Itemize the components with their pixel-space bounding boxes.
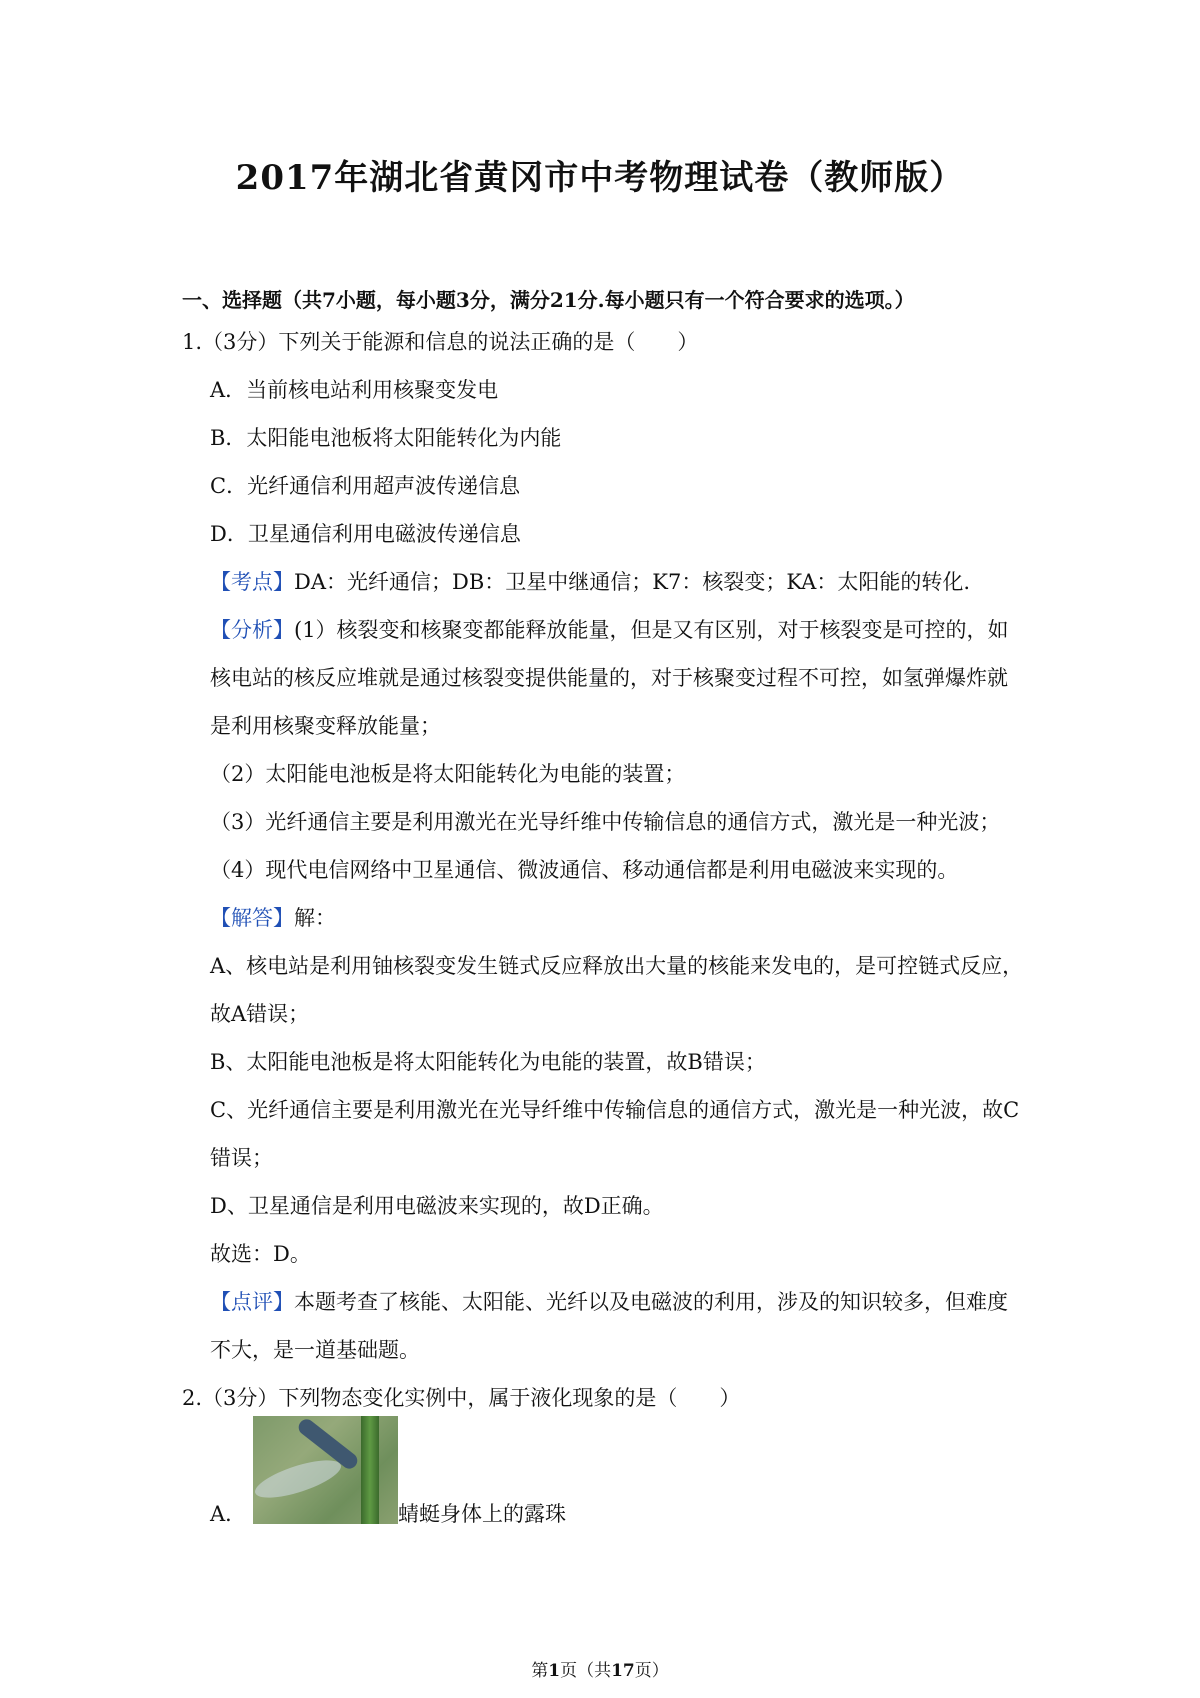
- q2-option-a-text: 蜻蜓身体上的露珠: [398, 1502, 566, 1526]
- q1-option-a: A．当前核电站利用核聚变发电: [210, 378, 499, 402]
- jieda-line: 错误；: [210, 1146, 273, 1170]
- section-heading: 一、选择题（共7小题，每小题3分，满分21分.每小题只有一个符合要求的选项。）: [182, 288, 915, 312]
- q2-stem: 2.（3分）下列物态变化实例中，属于液化现象的是（ ）: [182, 1386, 741, 1410]
- q2-option-a-letter: A．: [210, 1502, 247, 1526]
- footer-prefix: 第: [531, 1661, 549, 1681]
- q1-dianping: [210, 1290, 1008, 1315]
- q1-fenxi: [210, 618, 1009, 643]
- page-footer: [0, 1656, 1200, 1681]
- fenxi-tag: 【分析】: [210, 618, 294, 642]
- q1-option-d: D．卫星通信利用电磁波传递信息: [210, 522, 521, 546]
- jieda-line: A、核电站是利用铀核裂变发生链式反应释放出大量的核能来发电的，是可控链式反应，: [210, 954, 1024, 978]
- kaodian-tag: 【考点】: [210, 570, 294, 594]
- jieda-text: 解：: [294, 906, 336, 930]
- jieda-line: B、太阳能电池板是将太阳能转化为电能的装置，故B错误；: [210, 1050, 766, 1074]
- dianping-tag: 【点评】: [210, 1290, 294, 1314]
- fenxi-line: （3）光纤通信主要是利用激光在光导纤维中传输信息的通信方式，激光是一种光波；: [210, 810, 1001, 834]
- jieda-line: 故选：D。: [210, 1242, 311, 1266]
- wing-shape: [253, 1453, 345, 1506]
- footer-middle: 页（共: [560, 1661, 612, 1681]
- page-title: 2017年湖北省黄冈市中考物理试卷（教师版）: [235, 158, 965, 198]
- footer-total-pages: 17: [611, 1661, 635, 1681]
- dianping-line: 不大，是一道基础题。: [210, 1338, 420, 1362]
- q1-option-c: C．光纤通信利用超声波传递信息: [210, 474, 521, 498]
- jieda-tag: 【解答】: [210, 906, 294, 930]
- q1-kaodian: [210, 570, 970, 595]
- fenxi-line: （4）现代电信网络中卫星通信、微波通信、移动通信都是利用电磁波来实现的。: [210, 858, 959, 882]
- fenxi-line: 是利用核聚变释放能量；: [210, 714, 441, 738]
- dianping-line: 本题考查了核能、太阳能、光纤以及电磁波的利用，涉及的知识较多，但难度: [294, 1290, 1008, 1314]
- q1-stem: 1.（3分）下列关于能源和信息的说法正确的是（ ）: [182, 330, 699, 354]
- fenxi-line: (1）核裂变和核聚变都能释放能量，但是又有区别，对于核裂变是可控的，如: [294, 618, 1009, 642]
- kaodian-text: DA：光纤通信；DB：卫星中继通信；K7：核裂变；KA：太阳能的转化.: [294, 570, 970, 594]
- fenxi-line: 核电站的核反应堆就是通过核裂变提供能量的，对于核聚变过程不可控，如氢弹爆炸就: [210, 666, 1008, 690]
- footer-suffix: 页）: [634, 1661, 669, 1681]
- q1-option-b: B．太阳能电池板将太阳能转化为内能: [210, 426, 562, 450]
- q1-jieda: [210, 906, 336, 931]
- footer-page-number: 1: [548, 1661, 561, 1681]
- jieda-line: C、光纤通信主要是利用激光在光导纤维中传输信息的通信方式，激光是一种光波，故C: [210, 1098, 1020, 1122]
- dragonfly-image: [253, 1416, 398, 1524]
- jieda-line: D、卫星通信是利用电磁波来实现的，故D正确。: [210, 1194, 664, 1218]
- jieda-line: 故A错误；: [210, 1002, 310, 1026]
- fenxi-line: （2）太阳能电池板是将太阳能转化为电能的装置；: [210, 762, 686, 786]
- plant-stem-shape: [361, 1416, 379, 1524]
